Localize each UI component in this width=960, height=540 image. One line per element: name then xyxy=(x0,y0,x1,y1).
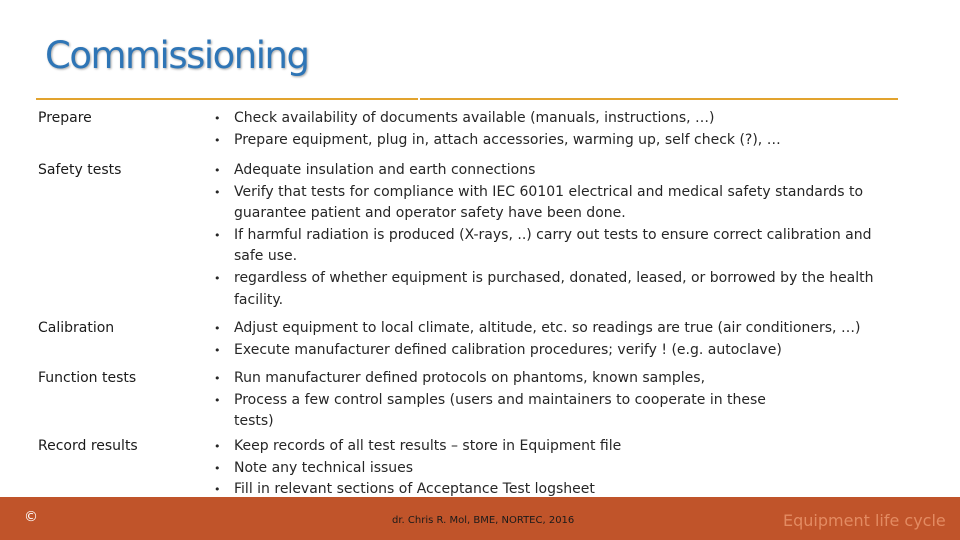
bullet-list xyxy=(214,160,894,311)
bullet-text: regardless of whether equipment is purchased, donated, leased, or borrowed by the health facility. xyxy=(234,269,874,308)
bullet-icon: • xyxy=(214,271,221,285)
list-item xyxy=(214,318,894,340)
bullet-text: Adjust equipment to local climate, altitude, etc. so readings are true (air conditioners, …) xyxy=(234,320,861,336)
list-item xyxy=(214,182,894,225)
copyright-icon: © xyxy=(24,509,38,525)
bullet-text: Prepare equipment, plug in, attach accessories, warming up, self check (?), … xyxy=(234,131,781,148)
bullet-icon: • xyxy=(214,112,221,125)
bullet-icon: • xyxy=(214,343,221,357)
bullet-text: Note any technical issues xyxy=(234,459,414,476)
bullet-icon: • xyxy=(214,393,221,407)
bullet-text: Execute manufacturer defined calibration procedures; verify ! (e.g. autoclave) xyxy=(234,341,782,358)
bullet-text: Verify that tests for compliance with IEC 60101 electrical and medical safety standards to guarantee patient and operator safety have been done. xyxy=(234,183,864,222)
title-underline-left xyxy=(36,98,418,100)
bullet-text: If harmful radiation is produced (X-rays, ..) carry out tests to ensure correct calibration and safe use. xyxy=(234,226,872,265)
bullet-icon: • xyxy=(214,440,221,453)
row-label: Calibration xyxy=(38,320,115,336)
bullet-text: Keep records of all test results – store in Equipment file xyxy=(234,438,622,454)
bullet-list xyxy=(214,368,794,433)
bullet-text: Run manufacturer defined protocols on phantoms, known samples, xyxy=(234,370,706,386)
footer-title: Equipment life cycle xyxy=(783,511,946,530)
bullet-icon: • xyxy=(214,322,221,335)
list-item xyxy=(214,340,894,362)
bullet-text: Check availability of documents available (manuals, instructions, …) xyxy=(234,110,715,126)
footer-credit: dr. Chris R. Mol, BME, NORTEC, 2016 xyxy=(392,515,575,526)
row-label: Safety tests xyxy=(38,162,122,178)
footer-bar xyxy=(0,497,960,540)
list-item xyxy=(214,390,794,433)
bullet-icon: • xyxy=(214,164,221,177)
bullet-list xyxy=(214,108,894,151)
bullet-text: Process a few control samples (users and maintainers to cooperate in these tests) xyxy=(234,391,766,430)
bullet-text: Adequate insulation and earth connections xyxy=(234,162,536,178)
list-item xyxy=(214,268,894,311)
list-item xyxy=(214,436,894,458)
row-label: Record results xyxy=(38,438,138,454)
slide-title: Commissioning xyxy=(45,34,309,77)
list-item xyxy=(214,108,894,130)
bullet-text: Fill in relevant sections of Acceptance Test logsheet xyxy=(234,481,595,498)
bullet-icon: • xyxy=(214,133,221,147)
list-item xyxy=(214,160,894,182)
list-item xyxy=(214,368,794,390)
bullet-icon: • xyxy=(214,372,221,385)
bullet-list xyxy=(214,318,894,361)
bullet-icon: • xyxy=(214,185,221,199)
row-label: Function tests xyxy=(38,370,137,386)
bullet-icon: • xyxy=(214,461,221,475)
bullet-icon: • xyxy=(214,228,221,242)
list-item xyxy=(214,130,894,152)
title-underline-right xyxy=(420,98,898,100)
bullet-icon: • xyxy=(214,483,221,497)
list-item xyxy=(214,225,894,268)
list-item xyxy=(214,458,894,480)
row-label: Prepare xyxy=(38,110,92,126)
bullet-list xyxy=(214,436,894,501)
